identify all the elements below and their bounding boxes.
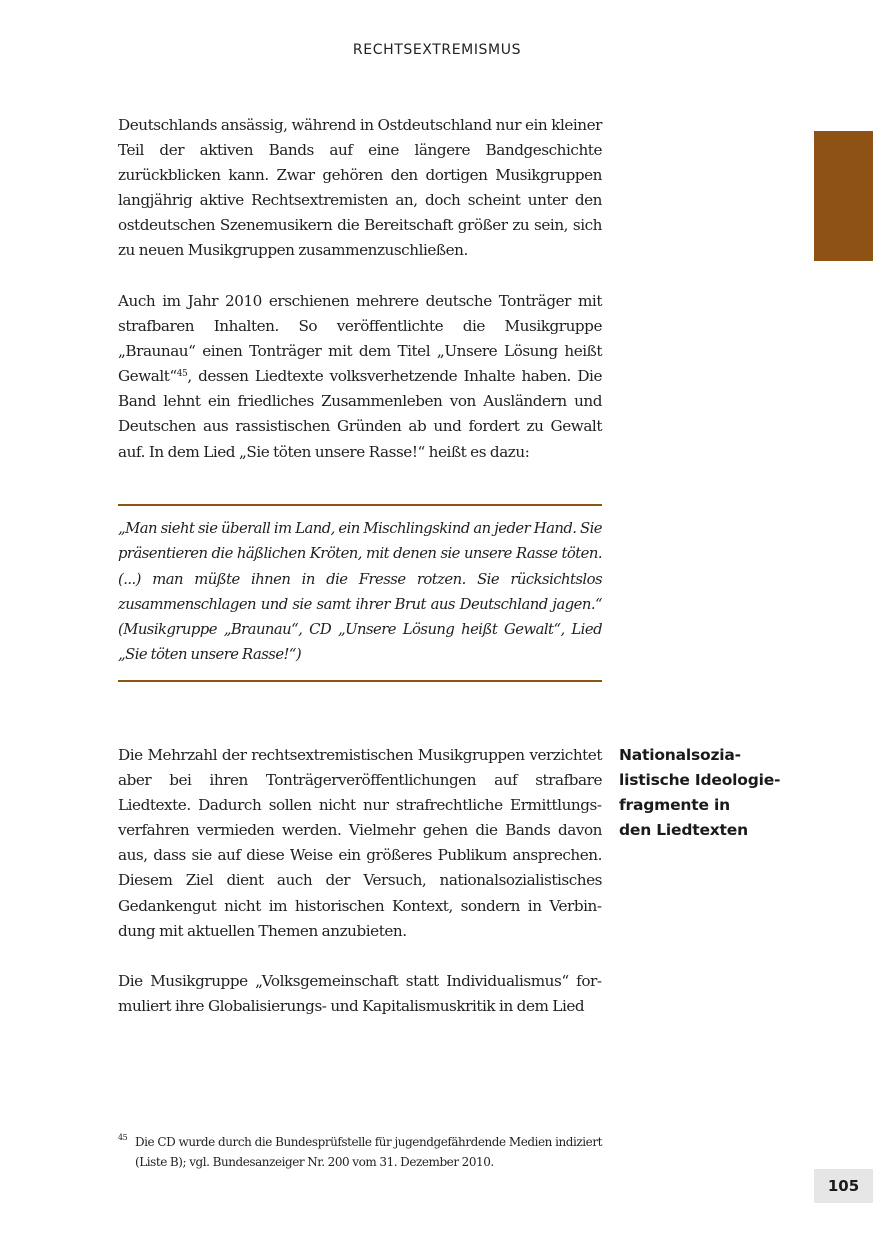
margin-heading-line: fragmente in — [619, 796, 730, 814]
running-header: RECHTSEXTREMISMUS — [352, 42, 522, 58]
footnote-text: Die CD wurde durch die Bundesprüfstelle für jugendgefährdende Medien indiziert (Liste B); vgl. Bundesanzeiger Nr. 200 vom 31. Dezember 2010. — [135, 1135, 602, 1169]
chapter-tab-marker — [814, 131, 873, 261]
block-quote: „Man sieht sie überall im Land, ein Mischlingskind an jeder Hand. Sie präsentieren die häßlichen Kröten, mit denen sie unsere Rasse töten. (...) man müßte ihnen in die Fresse rotzen. Sie rücksichtslos zusammenschlagen und sie samt ihrer Brut aus Deutschland jagen.“ (Musikgruppe „Braunau“, CD „Unsere Lösung heißt Gewalt“, Lied „Sie töten unsere Rasse!“) — [118, 520, 602, 664]
margin-heading — [619, 743, 809, 843]
body-paragraph-1: Deutschlands ansässig, während in Ostdeutschland nur ein kleiner Teil der aktiven Bands auf eine längere Bandgeschichte zurückblicken kann. Zwar gehören den dortigen Musikgruppen langjährig aktive Rechtsextremisten an, doch scheint unter den ostdeutschen Szenemusikern die Bereitschaft größer zu sein, sich zu neuen Musikgruppen zusammenzuschließen. — [118, 116, 602, 260]
body-paragraph-4: Die Musikgruppe „Volksgemeinschaft statt Individualismus“ formuliert ihre Globalisierungs- und Kapitalismuskritik in dem Lied — [118, 972, 602, 1016]
margin-heading-line: Nationalsozia- — [619, 746, 741, 764]
body-paragraph-3: Die Mehrzahl der rechtsextremistischen Musikgruppen verzichtet aber bei ihren Tonträgerveröffentlichungen auf strafbare Liedtexte. Dadurch sollen nicht nur strafrechtliche Ermittlungsverfahren vermieden werden. Vielmehr gehen die Bands davon aus, dass sie auf diese Weise ein größeres Publikum ansprechen. Diesem Ziel dient auch der Versuch, nationalsozialistisches Gedankengut nicht im historischen Kontext, sondern in Verbindung mit aktuellen Themen anzubieten. — [118, 746, 602, 940]
quote-bottom-rule — [118, 680, 602, 682]
quote-top-rule — [118, 504, 602, 506]
body-paragraph-2 — [118, 289, 602, 465]
footnote-45 — [118, 1132, 602, 1172]
footnote-number: 45 — [118, 1133, 128, 1142]
page-number: 105 — [814, 1169, 873, 1203]
margin-heading-line: den Liedtexten — [619, 821, 748, 839]
margin-heading-line: listische Ideologie- — [619, 771, 781, 789]
paragraph-2-text-end: , dessen Liedtexte volksverhetzende Inhalte haben. Die Band lehnt ein friedliches Zusammenleben von Ausländern und Deutschen aus rassistischen Gründen ab und fordert zu Gewalt auf. In dem Lied „Sie töten unsere Rasse!“ heißt es dazu: — [118, 367, 602, 461]
footnote-reference-45[interactable]: 45 — [176, 369, 188, 380]
paragraph-2-text-start: Auch im Jahr 2010 erschienen mehrere deutsche Tonträger mit strafbaren Inhalten. So veröffentlichte die Musikgruppe „Braunau“ einen Tonträger mit dem Titel „Unsere Lösung heißt Gewalt“ — [118, 292, 602, 386]
